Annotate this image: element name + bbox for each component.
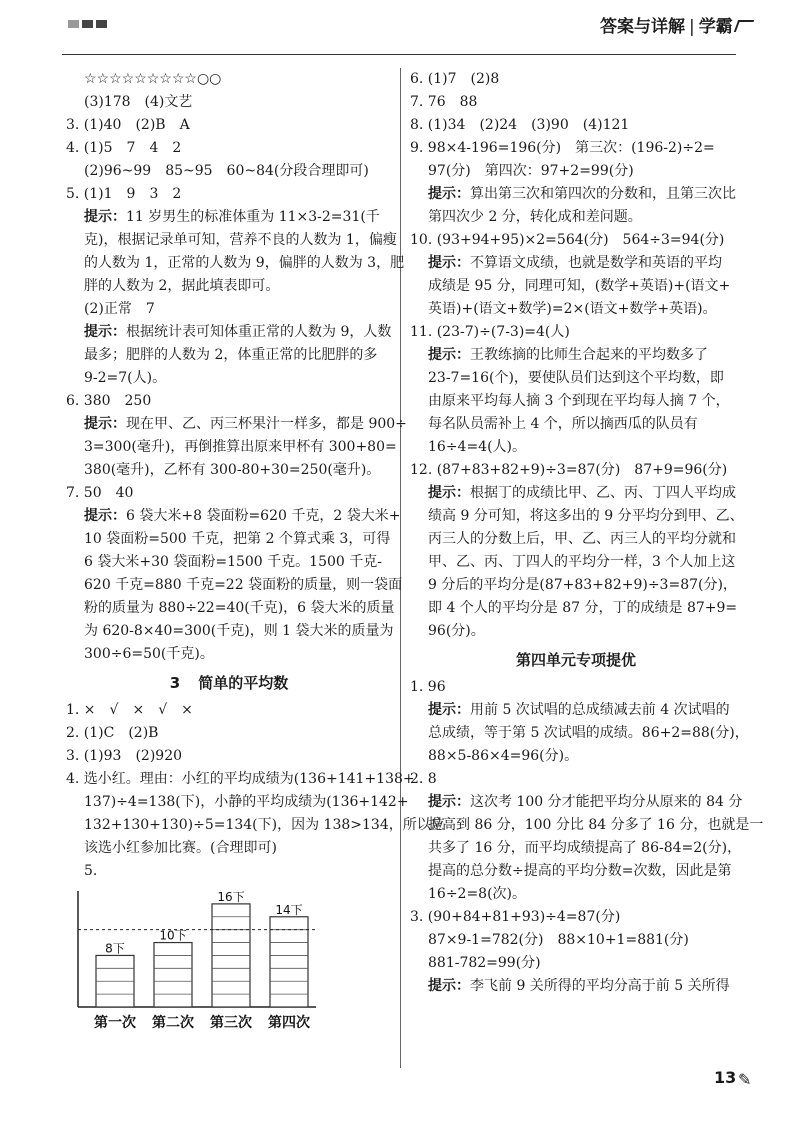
left-line: 4. (1)5 7 4 2 bbox=[66, 140, 182, 156]
right-unit4-line: 提示：这次考 100 分才能把平均分从原来的 84 分 bbox=[428, 794, 743, 810]
right-unit4-line: 共多了 16 分，而平均成绩提高了 86-84=2(分)， bbox=[428, 840, 742, 856]
right-lines-2 bbox=[410, 676, 764, 998]
right-unit4-line: 提高的总分数÷提高的平均分数=次数，因此是第 bbox=[428, 863, 732, 879]
right-unit4-line: 88×5-86×4=96(分)。 bbox=[428, 748, 579, 764]
right-line: 英语)+(语文+数学)=2×(语文+数学+英语)。 bbox=[428, 301, 717, 317]
bar-data-label: 14下 bbox=[275, 902, 303, 917]
right-unit4-line: 3. (90+84+81+93)÷4=87(分) bbox=[410, 909, 621, 925]
left-line: 3=300(毫升)，再倒推算出原来甲杯有 300+80= bbox=[84, 439, 397, 455]
left-line: 的人数为 1，正常的人数为 9，偏胖的人数为 3，肥 bbox=[84, 255, 405, 271]
left-sec3-line: 132+130+130)÷5=134(下)，因为 138>134，所以应 bbox=[84, 817, 445, 833]
x-tick-label: 第二次 bbox=[152, 1015, 194, 1031]
right-line: 16÷4=4(人)。 bbox=[428, 439, 527, 455]
left-line: 胖的人数为 2，据此填表即可。 bbox=[84, 278, 280, 294]
header-brand bbox=[600, 12, 752, 37]
right-line: 7. 76 88 bbox=[410, 94, 478, 110]
right-line: 10. (93+94+95)×2=564(分) 564÷3=94(分) bbox=[410, 232, 725, 248]
pencil-icon: ✎ bbox=[738, 1070, 752, 1089]
left-line: 提示：现在甲、乙、丙三杯果汁一样多，都是 900÷ bbox=[84, 416, 407, 432]
left-line: 粉的质量为 880÷22=40(千克)，6 袋大米的质量 bbox=[84, 600, 395, 616]
bar bbox=[270, 917, 308, 1007]
left-sec3-line: 1. × √ × √ × bbox=[66, 702, 193, 718]
left-line: 9-2=7(人)。 bbox=[84, 370, 167, 386]
right-line: 12. (87+83+82+9)÷3=87(分) 87+9=96(分) bbox=[410, 462, 728, 478]
left-line: 为 620-8×40=300(千克)，则 1 袋大米的质量为 bbox=[84, 623, 394, 639]
section-number: 3 bbox=[169, 674, 181, 692]
left-line: 3. (1)40 (2)B A bbox=[66, 117, 190, 133]
left-line: 300÷6=50(千克)。 bbox=[84, 646, 214, 662]
right-line: 提示：不算语文成绩，也就是数学和英语的平均 bbox=[428, 255, 722, 271]
left-line: 6 袋大米+30 袋面粉=1500 千克。1500 千克- bbox=[84, 554, 382, 570]
header-rule bbox=[62, 54, 736, 55]
right-line: 96(分)。 bbox=[428, 623, 485, 639]
right-line: 提示：王教练摘的比师生合起来的平均数多了 bbox=[428, 347, 708, 363]
right-line: 8. (1)34 (2)24 (3)90 (4)121 bbox=[410, 117, 630, 133]
bar-data-label: 8下 bbox=[105, 941, 125, 956]
brand-right: 学霸 bbox=[698, 17, 733, 37]
bar bbox=[154, 943, 192, 1007]
left-line: 提示：11 岁男生的标准体重为 11×3-2=31(千 bbox=[84, 209, 380, 225]
right-line: 97(分) 第四次：97+2=99(分) bbox=[428, 163, 634, 179]
x-tick-label: 第四次 bbox=[268, 1015, 310, 1031]
section-heading-3 bbox=[66, 672, 392, 695]
right-unit4-line: 提高到 86 分，100 分比 84 分多了 16 分，也就是一 bbox=[428, 817, 764, 833]
left-line: (2)96~99 85~95 60~84(分段合理即可) bbox=[84, 163, 369, 179]
left-line: 6. 380 250 bbox=[66, 393, 152, 409]
bar-chart-svg bbox=[66, 885, 386, 1035]
bar-chart bbox=[66, 885, 386, 1035]
brand-left: 答案与详解 bbox=[600, 17, 685, 37]
right-line: 23-7=16(个)，要使队员们达到这个平均数，即 bbox=[428, 370, 724, 386]
right-line: 6. (1)7 (2)8 bbox=[410, 71, 500, 87]
header-decoration bbox=[68, 20, 107, 28]
left-sec3-line: 2. (1)C (2)B bbox=[66, 725, 159, 741]
page-number: 13 bbox=[714, 1068, 737, 1087]
left-sec3-line: 5. bbox=[84, 863, 98, 879]
right-unit4-line: 87×9-1=782(分) 88×10+1=881(分) bbox=[428, 932, 689, 948]
left-line: 7. 50 40 bbox=[66, 485, 134, 501]
left-line: (2)正常 7 bbox=[84, 301, 155, 317]
left-line: 最多；肥胖的人数为 2，体重正常的比肥胖的多 bbox=[84, 347, 378, 363]
bar-data-label: 10下 bbox=[159, 928, 187, 943]
brand-separator: | bbox=[689, 17, 695, 37]
left-lines-1 bbox=[66, 91, 407, 666]
graduation-cap-icon bbox=[734, 20, 754, 32]
left-line: (3)178 (4)文艺 bbox=[84, 94, 193, 110]
right-unit4-line: 提示：用前 5 次试唱的总成绩减去前 4 次试唱的 bbox=[428, 702, 730, 718]
right-line: 第四次少 2 分，转化成和差问题。 bbox=[428, 209, 642, 225]
right-unit4-line: 1. 96 bbox=[410, 679, 446, 695]
right-unit4-line: 2. 8 bbox=[410, 771, 437, 787]
right-line: 成绩是 95 分，同理可知，(数学+英语)+(语文+ bbox=[428, 278, 731, 294]
left-line: 620 千克=880 千克=22 袋面粉的质量，则一袋面 bbox=[84, 577, 403, 593]
right-line: 由原来平均每人摘 3 个到现在平均每人摘 7 个， bbox=[428, 393, 730, 409]
bar-data-label: 16下 bbox=[217, 889, 245, 904]
right-line: 每名队员需补上 4 个，所以摘西瓜的队员有 bbox=[428, 416, 698, 432]
left-line: 提示：6 袋大米+8 袋面粉=620 千克，2 袋大米+ bbox=[84, 508, 401, 524]
left-sec3-line: 137)÷4=138(下)，小静的平均成绩为(136+142+ bbox=[84, 794, 409, 810]
right-line: 提示：算出第三次和第四次的分数和，且第三次比 bbox=[428, 186, 736, 202]
left-line: 10 袋面粉=500 千克，把第 2 个算式乘 3，可得 bbox=[84, 531, 391, 547]
left-line: 5. (1)1 9 3 2 bbox=[66, 186, 182, 202]
right-line: 9 分后的平均分是(87+83+82+9)÷3=87(分)， bbox=[428, 577, 737, 593]
x-tick-label: 第一次 bbox=[94, 1015, 136, 1031]
left-line: 提示：根据统计表可知体重正常的人数为 9，人数 bbox=[84, 324, 392, 340]
right-line: 提示：根据丁的成绩比甲、乙、丙、丁四人平均成 bbox=[428, 485, 736, 501]
stars-line: ☆☆☆☆☆☆☆☆☆○○ bbox=[84, 71, 222, 87]
right-lines-1 bbox=[410, 68, 742, 643]
left-sec3-line: 4. 选小红。理由：小红的平均成绩为(136+141+138+ bbox=[66, 771, 415, 787]
section-heading-unit4: 第四单元专项提优 bbox=[515, 651, 636, 669]
right-line: 11. (23-7)÷(7-3)=4(人) bbox=[410, 324, 570, 340]
right-unit4-line: 881-782=99(分) bbox=[428, 955, 541, 971]
left-line: 380(毫升)，乙杯有 300-80+30=250(毫升)。 bbox=[84, 462, 381, 478]
left-sec3-line: 3. (1)93 (2)920 bbox=[66, 748, 183, 764]
right-line: 丙三人的分数上后，甲、乙、丙三人的平均分就和 bbox=[428, 531, 736, 547]
right-column bbox=[410, 68, 764, 998]
right-line: 9. 98×4-196=196(分) 第三次：(196-2)÷2= bbox=[410, 140, 715, 156]
section-title: 简单的平均数 bbox=[198, 674, 289, 692]
x-tick-label: 第三次 bbox=[210, 1015, 252, 1031]
left-sec3-line: 该选小红参加比赛。(合理即可) bbox=[84, 840, 277, 856]
left-line: 克)，根据记录单可知，营养不良的人数为 1，偏瘦 bbox=[84, 232, 397, 248]
column-divider bbox=[400, 68, 401, 1068]
right-line: 即 4 个人的平均分是 87 分，丁的成绩是 87+9= bbox=[428, 600, 738, 616]
right-line: 甲、乙、丙、丁四人的平均分一样，3 个人加上这 bbox=[428, 554, 736, 570]
right-unit4-line: 16÷2=8(次)。 bbox=[428, 886, 527, 902]
right-unit4-line: 总成绩，等于第 5 次试唱的成绩。86+2=88(分)， bbox=[428, 725, 749, 741]
right-unit4-line: 提示：李飞前 9 关所得的平均分高于前 5 关所得 bbox=[428, 978, 730, 994]
right-line: 绩高 9 分可知，将这多出的 9 分平均分到甲、乙、 bbox=[428, 508, 744, 524]
